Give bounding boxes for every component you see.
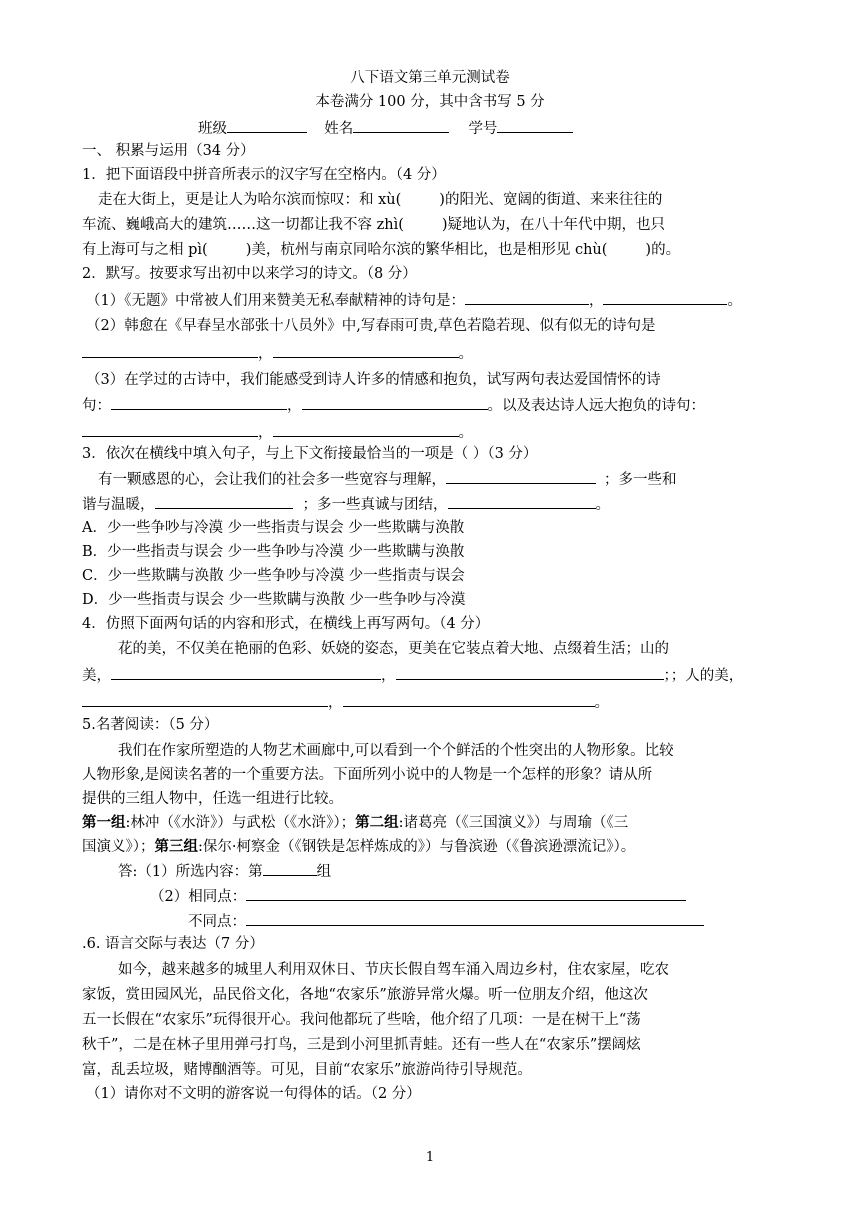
name-label: 姓名 [324,121,354,137]
q1-stem: 1．把下面语段中拼音所表示的汉字写在空格内。（4 分） [82,167,446,183]
q2-blank-2[interactable] [603,290,727,305]
q3-option-c[interactable]: C．少一些欺瞒与涣散 少一些争吵与冷漠 少一些指责与误会 [82,568,465,584]
q5-difference-blank[interactable] [246,911,704,926]
q3-stem: 3．依次在横线中填入句子，与上下文衔接最恰当的一项是（ ）（3 分） [82,446,538,462]
q2-item3: （3）在学过的古诗中，我们能感受到诗人许多的情感和抱负，试写两句表达爱国情怀的诗 [86,372,661,388]
q6-para-5: 富，乱丢垃圾，赌博酗酒等。可见，目前“农家乐”旅游尚待引导规范。 [82,1062,532,1078]
q2-item3-line2: 句： ， 。以及表达诗人远大抱负的诗句： [82,395,808,416]
q5-similarity-blank[interactable] [246,886,686,901]
q1-line2: 车流、巍峨高大的建筑……这一切都让我不容 zhì( )疑地认为，在八十年代中期，也只 [82,217,666,233]
q2-item3-line3: ， 。 [82,422,808,443]
q2-blank-1[interactable] [465,290,589,305]
group2-label: 第二组 [355,814,399,831]
q3-option-a[interactable]: A．少一些争吵与冷漠 少一些指责与误会 少一些欺瞒与涣散 [82,520,465,536]
q2-item1: （1）《无题》中常被人们用来赞美无私奉献精神的诗句是： ， 。 [86,290,808,311]
q2-item2: （2）韩愈在《早春呈水部张十八员外》中,写春雨可贵,草色若隐若现、似有似无的诗句是 [86,318,656,334]
q5-groups-line2: 国演义》）；第三组:保尔·柯察金（《钢铁是怎样炼成的》）与鲁滨逊（《鲁滨逊漂流记》）。 [82,838,636,855]
q3-option-d[interactable]: D．少一些指责与误会 少一些欺瞒与涣散 少一些争吵与冷漠 [82,592,466,608]
q4-blank-1[interactable] [111,665,381,680]
q4-line1: 花的美，不仅美在艳丽的色彩、妖娆的姿态，更美在它装点着大地、点缀着生活；山的 [118,641,669,657]
student-info-row [198,118,808,139]
q5-para-1: 我们在作家所塑造的人物艺术画廊中,可以看到一个个鲜活的个性突出的人物形象。比较 [118,743,674,759]
name-blank[interactable] [353,118,449,133]
q4-line2: 美， ， ；；人的美， [82,665,808,686]
q1-line1: 走在大街上，更是让人为哈尔滨而惊叹：和 xù( )的阳光、宽阔的街道、来来往往的 [98,192,663,208]
q4-blank-3[interactable] [82,692,328,707]
q5-group-blank[interactable] [263,861,317,876]
q3-line1: 有一颗感恩的心，会让我们的社会多一些宽容与理解， ；多一些和 [98,469,808,490]
q5-answer-2: （2）相同点： [150,886,808,907]
q4-line3: ， 。 [82,692,808,713]
q3-blank-3[interactable] [448,494,596,509]
q5-para-2: 人物形象,是阅读名著的一个重要方法。下面所列小说中的人物是一个怎样的形象？请从所 [82,767,653,783]
q4-blank-4[interactable] [343,692,595,707]
exam-title: 八下语文第三单元测试卷 [350,70,510,86]
q2-stem: 2．默写。按要求写出初中以来学习的诗文。（8 分） [82,266,417,282]
q3-blank-1[interactable] [446,469,596,484]
q6-para-2: 家饭，赏田园风光，品民俗文化，各地“农家乐”旅游异常火爆。听一位朋友介绍，他这次 [82,987,648,1003]
q2-blank-3[interactable] [82,343,258,358]
q5-stem: 5.名著阅读：（5 分） [82,717,219,733]
q2-blank-8[interactable] [273,422,459,437]
id-label: 学号 [468,121,498,137]
q4-stem: 4．仿照下面两句话的内容和形式，在横线上再写两句。（4 分） [82,616,490,632]
q1-line3: 有上海可与之相 pì( )美，杭州与南京同哈尔滨的繁华相比，也是相形见 chù( )的。 [82,242,681,258]
q4-blank-2[interactable] [396,665,664,680]
q3-line2: 谐与温暖， ；多一些真诚与团结， 。 [82,494,808,515]
id-blank[interactable] [497,118,573,133]
q5-answer-1: 答:（1）所选内容：第 组 [118,861,808,882]
class-blank[interactable] [227,118,307,133]
q6-para-4: 秋千”，二是在林子里用弹弓打鸟，三是到小河里抓青蛙。还有一些人在“农家乐”摆阔炫 [82,1037,641,1053]
page-number: 1 [425,1150,435,1165]
q2-blank-4[interactable] [273,343,459,358]
q5-para-3: 提供的三组人物中，任选一组进行比较。 [82,791,343,807]
q6-stem: .6. 语言交际与表达（7 分） [82,936,264,952]
group3-label: 第三组 [154,838,198,855]
q6-para-3: 五一长假在“农家乐”玩得很开心。我问他都玩了些啥，他介绍了几项：一是在树干上“荡 [82,1012,641,1028]
q3-blank-2[interactable] [155,494,293,509]
q6-para-1: 如今，越来越多的城里人利用双休日、节庆长假自驾车涌入周边乡村，住农家屋，吃农 [118,962,669,978]
q5-groups-line1: 第一组:林冲（《水浒》）与武松（《水浒》）；第二组:诸葛亮（《三国演义》）与周瑜（《三 [82,814,629,831]
q5-answer-3: 不同点： [188,911,808,932]
q2-blank-6[interactable] [302,395,488,410]
q2-item2-blanks: ， 。 [82,343,808,364]
section1-heading: 一、 积累与运用（34 分） [82,143,255,159]
class-label: 班级 [198,121,227,137]
exam-subtitle: 本卷满分 100 分，其中含书写 5 分 [315,94,545,110]
q2-blank-5[interactable] [111,395,287,410]
q6-item-1: （1）请你对不文明的游客说一句得体的话。（2 分） [86,1086,421,1102]
group1-label: 第一组 [82,814,126,831]
q3-option-b[interactable]: B．少一些指责与误会 少一些争吵与冷漠 少一些欺瞒与涣散 [82,544,465,560]
q2-blank-7[interactable] [82,422,258,437]
